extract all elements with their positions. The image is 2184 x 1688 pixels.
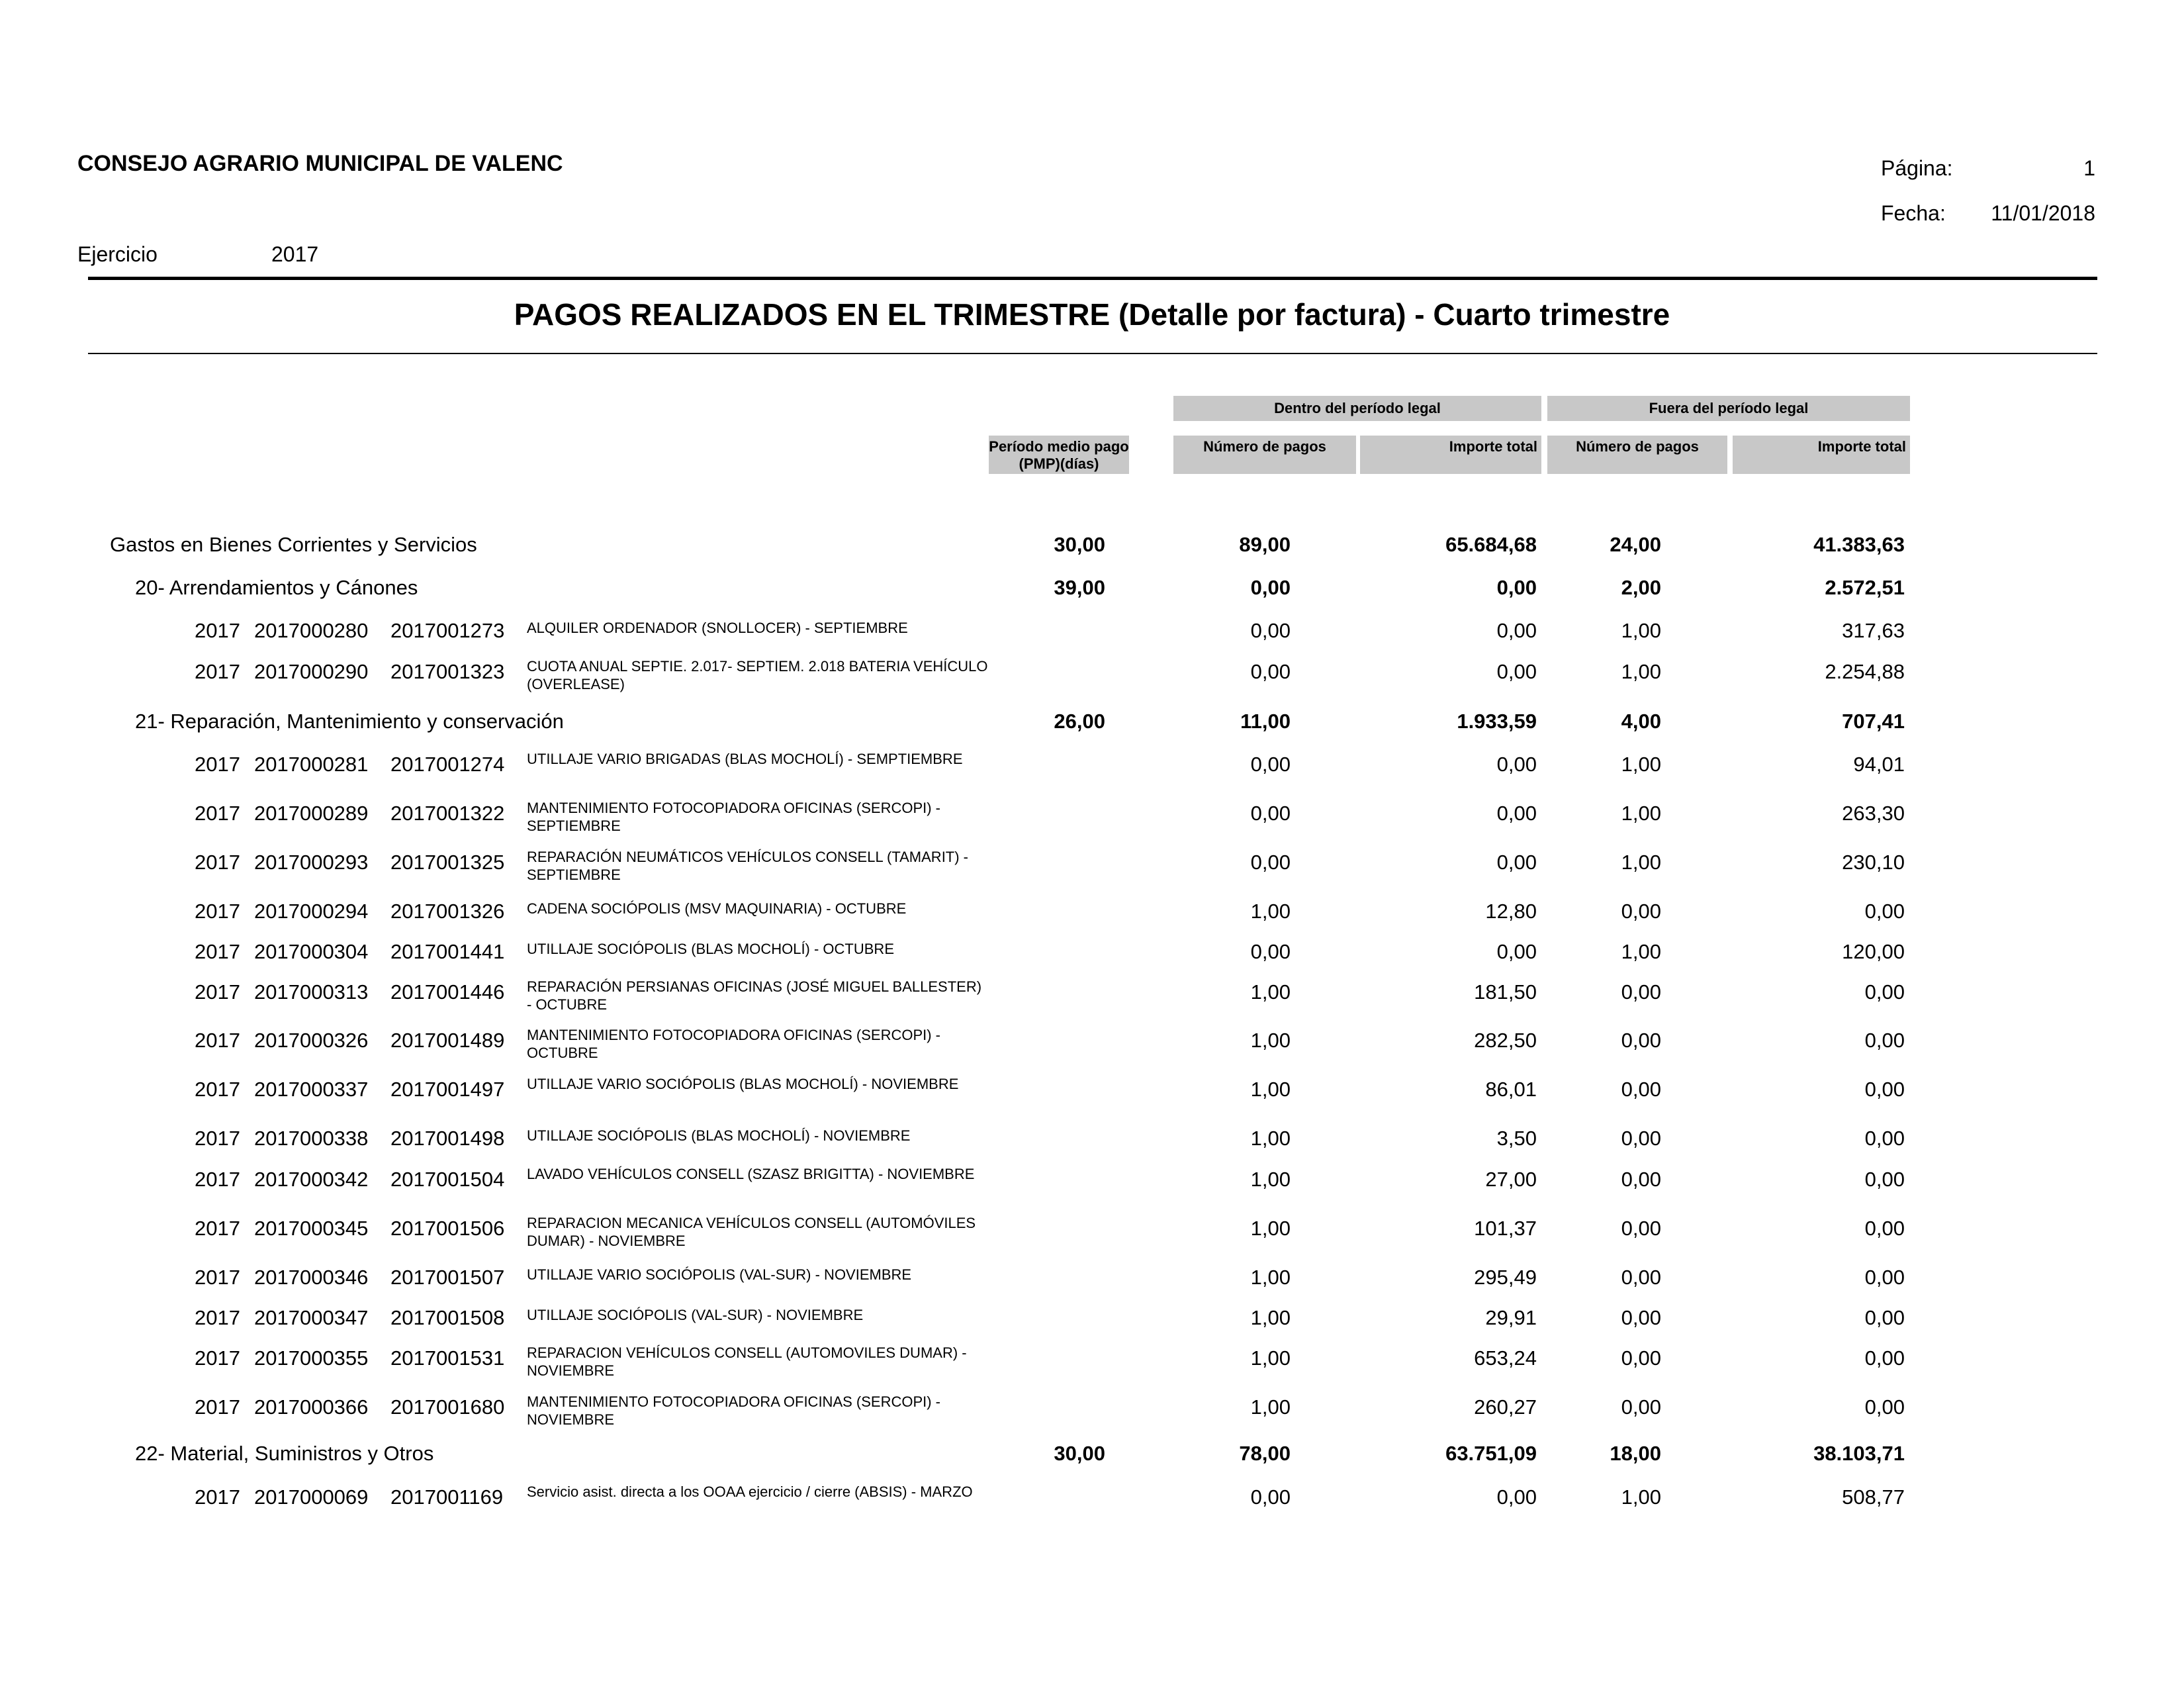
col-header-imp-within: Importe total	[1360, 436, 1541, 474]
invoice-dimp: 27,00	[1485, 1168, 1537, 1191]
operation-number: 2017000366	[254, 1395, 369, 1419]
invoice-year: 2017	[195, 1485, 240, 1509]
invoice-fnum: 1,00	[1621, 851, 1661, 874]
group-pmp: 39,00	[1054, 576, 1105, 599]
invoice-fimp: 94,01	[1853, 753, 1905, 776]
entity-name: CONSEJO AGRARIO MUNICIPAL DE VALENC	[77, 151, 563, 176]
invoice-fnum: 1,00	[1621, 753, 1661, 776]
invoice-year: 2017	[195, 660, 240, 683]
invoice-description: UTILLAJE SOCIÓPOLIS (VAL-SUR) - NOVIEMBRE	[527, 1307, 864, 1323]
group-pmp: 30,00	[1054, 1442, 1105, 1465]
invoice-fnum: 1,00	[1621, 940, 1661, 963]
date-label: Fecha:	[1881, 201, 1946, 225]
summary-dimp: 65.684,68	[1445, 533, 1537, 556]
invoice-fimp: 120,00	[1842, 940, 1905, 963]
invoice-fimp: 508,77	[1842, 1485, 1905, 1509]
invoice-fnum: 0,00	[1621, 1306, 1661, 1329]
invoice-number: 2017001446	[390, 980, 505, 1004]
invoice-dnum: 1,00	[1250, 1266, 1291, 1289]
invoice-description: Servicio asist. directa a los OOAA ejercicio / cierre (ABSIS) - MARZO	[527, 1483, 973, 1500]
group-dnum: 78,00	[1239, 1442, 1291, 1465]
group-label: 22- Material, Suministros y Otros	[135, 1442, 434, 1465]
operation-number: 2017000338	[254, 1127, 369, 1150]
invoice-number: 2017001507	[390, 1266, 505, 1289]
invoice-number: 2017001508	[390, 1306, 505, 1329]
operation-number: 2017000281	[254, 753, 369, 776]
invoice-dimp: 0,00	[1496, 619, 1537, 642]
invoice-fimp: 0,00	[1864, 1127, 1905, 1150]
invoice-fimp: 0,00	[1864, 1395, 1905, 1419]
invoice-number: 2017001506	[390, 1217, 505, 1240]
invoice-fimp: 0,00	[1864, 1217, 1905, 1240]
invoice-fnum: 0,00	[1621, 1029, 1661, 1052]
invoice-description: REPARACION VEHÍCULOS CONSELL (AUTOMOVILES DUMAR) - NOVIEMBRE	[527, 1344, 967, 1379]
invoice-dnum: 1,00	[1250, 1217, 1291, 1240]
col-header-pmp-line2: (PMP)(días)	[1019, 455, 1099, 472]
page-label: Página:	[1881, 156, 1953, 180]
invoice-dimp: 0,00	[1496, 753, 1537, 776]
invoice-description: UTILLAJE VARIO SOCIÓPOLIS (BLAS MOCHOLÍ) - NOVIEMBRE	[527, 1076, 959, 1092]
group-fnum: 2,00	[1621, 576, 1661, 599]
col-header-num-within: Número de pagos	[1173, 436, 1356, 474]
operation-number: 2017000293	[254, 851, 369, 874]
exercise-label: Ejercicio	[77, 242, 158, 266]
exercise-value: 2017	[271, 242, 319, 266]
invoice-fimp: 317,63	[1842, 619, 1905, 642]
invoice-year: 2017	[195, 1266, 240, 1289]
invoice-fnum: 0,00	[1621, 1395, 1661, 1419]
operation-number: 2017000290	[254, 660, 369, 683]
invoice-fimp: 2.254,88	[1825, 660, 1905, 683]
invoice-description: UTILLAJE VARIO SOCIÓPOLIS (VAL-SUR) - NOVIEMBRE	[527, 1266, 912, 1283]
invoice-dnum: 0,00	[1250, 802, 1291, 825]
invoice-fnum: 1,00	[1621, 1485, 1661, 1509]
invoice-fimp: 0,00	[1864, 1346, 1905, 1370]
col-header-imp-outside: Importe total	[1733, 436, 1910, 474]
invoice-year: 2017	[195, 851, 240, 874]
invoice-number: 2017001325	[390, 851, 505, 874]
group-label: 21- Reparación, Mantenimiento y conservación	[135, 710, 564, 733]
date-value: 11/01/2018	[1991, 201, 2095, 225]
invoice-description: ALQUILER ORDENADOR (SNOLLOCER) - SEPTIEMBRE	[527, 620, 908, 636]
group-dnum: 0,00	[1250, 576, 1291, 599]
group-pmp: 26,00	[1054, 710, 1105, 733]
invoice-description: MANTENIMIENTO FOTOCOPIADORA OFICINAS (SERCOPI) - SEPTIEMBRE	[527, 800, 941, 834]
title-divider	[88, 353, 2097, 354]
invoice-dnum: 0,00	[1250, 660, 1291, 683]
invoice-dimp: 29,91	[1485, 1306, 1537, 1329]
invoice-number: 2017001504	[390, 1168, 505, 1191]
group-dnum: 11,00	[1240, 710, 1291, 733]
summary-fnum: 24,00	[1610, 533, 1661, 556]
invoice-year: 2017	[195, 753, 240, 776]
invoice-year: 2017	[195, 980, 240, 1004]
group-fnum: 18,00	[1610, 1442, 1661, 1465]
invoice-fnum: 1,00	[1621, 802, 1661, 825]
invoice-dnum: 1,00	[1250, 1395, 1291, 1419]
operation-number: 2017000280	[254, 619, 369, 642]
invoice-fimp: 230,10	[1842, 851, 1905, 874]
summary-label: Gastos en Bienes Corrientes y Servicios	[110, 533, 477, 556]
invoice-description: CADENA SOCIÓPOLIS (MSV MAQUINARIA) - OCTUBRE	[527, 900, 907, 917]
invoice-year: 2017	[195, 940, 240, 963]
group-fimp: 707,41	[1842, 710, 1905, 733]
col-header-pmp	[989, 436, 1129, 474]
invoice-dimp: 0,00	[1496, 940, 1537, 963]
invoice-dnum: 1,00	[1250, 1306, 1291, 1329]
invoice-fnum: 0,00	[1621, 980, 1661, 1004]
invoice-dnum: 0,00	[1250, 619, 1291, 642]
operation-number: 2017000355	[254, 1346, 369, 1370]
invoice-dimp: 181,50	[1474, 980, 1537, 1004]
invoice-fnum: 0,00	[1621, 1217, 1661, 1240]
invoice-dimp: 12,80	[1485, 900, 1537, 923]
invoice-number: 2017001326	[390, 900, 505, 923]
invoice-description: UTILLAJE VARIO BRIGADAS (BLAS MOCHOLÍ) - SEMPTIEMBRE	[527, 751, 963, 767]
invoice-fnum: 0,00	[1621, 900, 1661, 923]
invoice-dimp: 3,50	[1496, 1127, 1537, 1150]
report-title: PAGOS REALIZADOS EN EL TRIMESTRE (Detalle por factura) - Cuarto trimestre	[514, 297, 1670, 332]
invoice-year: 2017	[195, 1029, 240, 1052]
invoice-fimp: 0,00	[1864, 900, 1905, 923]
invoice-number: 2017001274	[390, 753, 505, 776]
group-header-within: Dentro del período legal	[1173, 396, 1541, 421]
invoice-year: 2017	[195, 1395, 240, 1419]
invoice-number: 2017001498	[390, 1127, 505, 1150]
group-header-outside: Fuera del período legal	[1547, 396, 1910, 421]
operation-number: 2017000326	[254, 1029, 369, 1052]
invoice-dimp: 0,00	[1496, 851, 1537, 874]
invoice-year: 2017	[195, 1306, 240, 1329]
invoice-number: 2017001489	[390, 1029, 505, 1052]
operation-number: 2017000337	[254, 1078, 369, 1101]
invoice-year: 2017	[195, 1078, 240, 1101]
operation-number: 2017000069	[254, 1485, 369, 1509]
invoice-dimp: 101,37	[1474, 1217, 1537, 1240]
invoice-year: 2017	[195, 619, 240, 642]
group-fimp: 2.572,51	[1825, 576, 1905, 599]
invoice-fnum: 1,00	[1621, 619, 1661, 642]
invoice-number: 2017001322	[390, 802, 505, 825]
invoice-fimp: 0,00	[1864, 1266, 1905, 1289]
invoice-number: 2017001531	[390, 1346, 505, 1370]
invoice-dimp: 653,24	[1474, 1346, 1537, 1370]
invoice-number: 2017001680	[390, 1395, 505, 1419]
operation-number: 2017000289	[254, 802, 369, 825]
invoice-year: 2017	[195, 1168, 240, 1191]
operation-number: 2017000313	[254, 980, 369, 1004]
group-label: 20- Arrendamientos y Cánones	[135, 576, 418, 599]
invoice-dimp: 86,01	[1485, 1078, 1537, 1101]
invoice-fimp: 0,00	[1864, 1029, 1905, 1052]
invoice-description: REPARACIÓN NEUMÁTICOS VEHÍCULOS CONSELL (TAMARIT) - SEPTIEMBRE	[527, 849, 969, 883]
invoice-dimp: 282,50	[1474, 1029, 1537, 1052]
invoice-fnum: 1,00	[1621, 660, 1661, 683]
operation-number: 2017000294	[254, 900, 369, 923]
invoice-year: 2017	[195, 1346, 240, 1370]
invoice-description: UTILLAJE SOCIÓPOLIS (BLAS MOCHOLÍ) - NOVIEMBRE	[527, 1127, 911, 1144]
invoice-number: 2017001497	[390, 1078, 505, 1101]
group-fimp: 38.103,71	[1813, 1442, 1905, 1465]
page-number: 1	[2083, 156, 2095, 180]
invoice-fnum: 0,00	[1621, 1127, 1661, 1150]
invoice-dimp: 0,00	[1496, 802, 1537, 825]
operation-number: 2017000346	[254, 1266, 369, 1289]
group-fnum: 4,00	[1621, 710, 1661, 733]
summary-pmp: 30,00	[1054, 533, 1105, 556]
invoice-dnum: 0,00	[1250, 940, 1291, 963]
invoice-year: 2017	[195, 1127, 240, 1150]
col-header-pmp-line1: Período medio pago	[989, 438, 1129, 455]
invoice-fnum: 0,00	[1621, 1078, 1661, 1101]
invoice-number: 2017001169	[390, 1485, 504, 1509]
operation-number: 2017000347	[254, 1306, 369, 1329]
invoice-fimp: 0,00	[1864, 1168, 1905, 1191]
invoice-year: 2017	[195, 1217, 240, 1240]
invoice-number: 2017001441	[390, 940, 505, 963]
invoice-description: REPARACION MECANICA VEHÍCULOS CONSELL (AUTOMÓVILES DUMAR) - NOVIEMBRE	[527, 1215, 976, 1249]
invoice-fnum: 0,00	[1621, 1266, 1661, 1289]
invoice-description: CUOTA ANUAL SEPTIE. 2.017- SEPTIEM. 2.018 BATERIA VEHÍCULO (OVERLEASE)	[527, 658, 988, 692]
invoice-description: LAVADO VEHÍCULOS CONSELL (SZASZ BRIGITTA) - NOVIEMBRE	[527, 1166, 975, 1182]
invoice-dnum: 1,00	[1250, 980, 1291, 1004]
invoice-description: UTILLAJE SOCIÓPOLIS (BLAS MOCHOLÍ) - OCTUBRE	[527, 941, 894, 957]
summary-dnum: 89,00	[1239, 533, 1291, 556]
invoice-fimp: 0,00	[1864, 1306, 1905, 1329]
col-header-num-outside: Número de pagos	[1547, 436, 1727, 474]
invoice-dimp: 260,27	[1474, 1395, 1537, 1419]
invoice-dnum: 1,00	[1250, 900, 1291, 923]
invoice-description: MANTENIMIENTO FOTOCOPIADORA OFICINAS (SERCOPI) - OCTUBRE	[527, 1027, 941, 1061]
invoice-dnum: 0,00	[1250, 851, 1291, 874]
invoice-dnum: 1,00	[1250, 1346, 1291, 1370]
invoice-year: 2017	[195, 802, 240, 825]
group-dimp: 0,00	[1496, 576, 1537, 599]
invoice-dnum: 0,00	[1250, 1485, 1291, 1509]
operation-number: 2017000342	[254, 1168, 369, 1191]
invoice-dimp: 295,49	[1474, 1266, 1537, 1289]
invoice-dimp: 0,00	[1496, 660, 1537, 683]
header-divider	[88, 277, 2097, 280]
invoice-fimp: 0,00	[1864, 1078, 1905, 1101]
invoice-dnum: 1,00	[1250, 1168, 1291, 1191]
invoice-number: 2017001273	[390, 619, 505, 642]
invoice-description: REPARACIÓN PERSIANAS OFICINAS (JOSÉ MIGUEL BALLESTER) - OCTUBRE	[527, 978, 982, 1013]
invoice-dimp: 0,00	[1496, 1485, 1537, 1509]
invoice-dnum: 1,00	[1250, 1029, 1291, 1052]
invoice-dnum: 0,00	[1250, 753, 1291, 776]
group-dimp: 63.751,09	[1445, 1442, 1537, 1465]
invoice-fimp: 263,30	[1842, 802, 1905, 825]
invoice-year: 2017	[195, 900, 240, 923]
invoice-fnum: 0,00	[1621, 1168, 1661, 1191]
group-dimp: 1.933,59	[1457, 710, 1537, 733]
operation-number: 2017000304	[254, 940, 369, 963]
invoice-fnum: 0,00	[1621, 1346, 1661, 1370]
invoice-fimp: 0,00	[1864, 980, 1905, 1004]
invoice-dnum: 1,00	[1250, 1127, 1291, 1150]
invoice-description: MANTENIMIENTO FOTOCOPIADORA OFICINAS (SERCOPI) - NOVIEMBRE	[527, 1393, 941, 1428]
operation-number: 2017000345	[254, 1217, 369, 1240]
invoice-number: 2017001323	[390, 660, 505, 683]
invoice-dnum: 1,00	[1250, 1078, 1291, 1101]
summary-fimp: 41.383,63	[1813, 533, 1905, 556]
